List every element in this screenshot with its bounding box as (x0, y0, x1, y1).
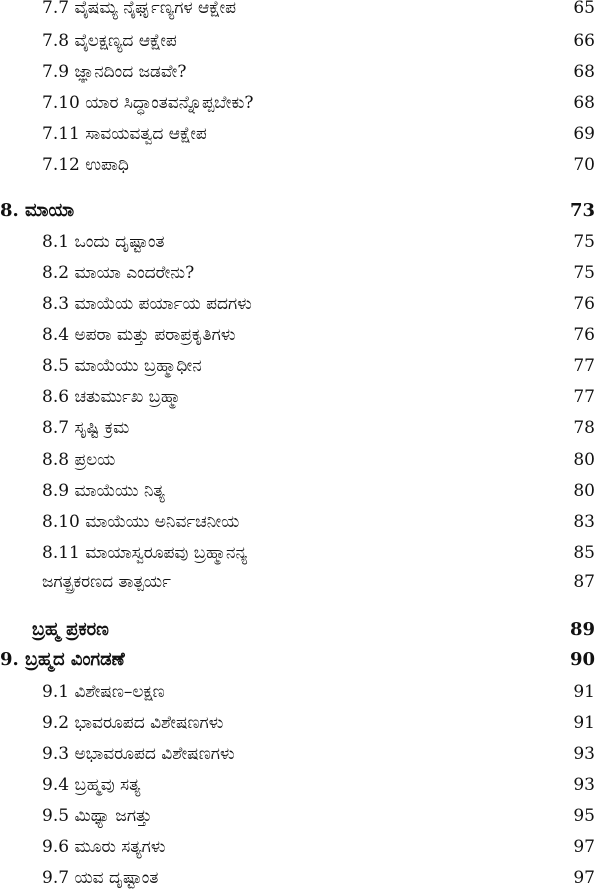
toc-page-number: 73 (569, 200, 595, 221)
toc-entry-row (0, 538, 600, 568)
toc-page-number: 76 (573, 325, 595, 345)
toc-entry-title: 8.1 ಒಂದು ದೃಷ್ಟಾಂತ (42, 232, 165, 252)
toc-entry-title: 8.4 ಅಪರಾ ಮತ್ತು ಪರಾಪ್ರಕೃತಿಗಳು (42, 325, 236, 345)
toc-entry-title: 8.6 ಚತುರ್ಮುಖ ಬ್ರಹ್ಮಾ (42, 387, 181, 407)
toc-entry-row (0, 445, 600, 475)
toc-page-number: 93 (573, 775, 595, 795)
toc-entry-row (0, 739, 600, 769)
toc-entry-row (0, 258, 600, 288)
toc-page-number: 87 (573, 572, 595, 592)
toc-page-number: 95 (573, 806, 595, 826)
toc-entry-row (0, 351, 600, 381)
toc-entry-row (0, 0, 600, 23)
toc-page-number: 65 (573, 0, 595, 18)
toc-entry-row (0, 567, 600, 597)
toc-entry-title: 7.11 ಸಾವಯವತ್ವದ ಆಕ್ಷೇಪ (42, 124, 207, 144)
toc-entry-title: 8.11 ಮಾಯಾಸ್ವರೂಪವು ಬ್ರಹ್ಮಾನನ್ಯ (42, 543, 248, 563)
toc-page-number: 69 (573, 124, 595, 144)
toc-entry-title: 8.9 ಮಾಯೆಯು ನಿತ್ಯ (42, 481, 165, 501)
toc-entry-row (0, 413, 600, 443)
toc-entry-row (0, 382, 600, 412)
toc-entry-title: 9.7 ಯವ ದೃಷ್ಟಾಂತ (42, 868, 159, 888)
toc-entry-row (0, 227, 600, 257)
toc-page-number: 75 (573, 232, 595, 252)
toc-page-number: 80 (573, 450, 595, 470)
toc-entry-title: 9.1 ವಿಶೇಷಣ–ಲಕ್ಷಣ (42, 682, 165, 702)
toc-entry-row (0, 801, 600, 831)
toc-entry-title: 8.5 ಮಾಯೆಯು ಬ್ರಹ್ಮಾಧೀನ (42, 356, 202, 376)
toc-entry-row (0, 677, 600, 707)
toc-entry-title: 8.8 ಪ್ರಲಯ (42, 450, 116, 470)
toc-entry-title: 7.7 ವೈಷಮ್ಯ ನೈರ್ಘೃಣ್ಯಗಳ ಆಕ್ಷೇಪ (42, 0, 237, 18)
toc-page-number: 68 (573, 62, 595, 82)
toc-entry-title: 9.4 ಬ್ರಹ್ಮವು ಸತ್ಯ (42, 775, 141, 795)
toc-entry-title: 8.7 ಸೃಷ್ಟಿ ಕ್ರಮ (42, 418, 130, 438)
toc-entry-title: 8.10 ಮಾಯೆಯು ಅನಿರ್ವಚನೀಯ (42, 512, 240, 532)
toc-entry-row (0, 289, 600, 319)
toc-chapter-row (0, 196, 600, 226)
toc-entry-row (0, 119, 600, 149)
toc-part-row (0, 615, 600, 645)
toc-entry-title: 9.6 ಮೂರು ಸತ್ಯಗಳು (42, 837, 166, 857)
toc-chapter-row (0, 645, 600, 675)
toc-page-number: 80 (573, 481, 595, 501)
toc-page-number: 77 (573, 387, 595, 407)
toc-entry-title: 9. ಬ್ರಹ್ಮದ ವಿಂಗಡಣೆ (0, 649, 125, 670)
toc-entry-title: 7.8 ವೈಲಕ್ಷಣ್ಯದ ಆಕ್ಷೇಪ (42, 31, 177, 51)
toc-page-number: 83 (573, 512, 595, 532)
toc-entry-title: ಬ್ರಹ್ಮ ಪ್ರಕರಣ (32, 619, 109, 640)
toc-entry-title: 7.10 ಯಾರ ಸಿದ್ಧಾಂತವನ್ನೊಪ್ಪಬೇಕು? (42, 93, 254, 113)
toc-entry-title: 7.12 ಉಪಾಧಿ (42, 155, 129, 175)
toc-entry-title: 8.2 ಮಾಯಾ ಎಂದರೇನು? (42, 263, 195, 283)
toc-page-number: 70 (573, 155, 595, 175)
toc-page-number: 89 (569, 619, 595, 640)
toc-entry-row (0, 320, 600, 350)
toc-entry-row (0, 26, 600, 56)
toc-entry-title: 8.3 ಮಾಯೆಯ ಪರ್ಯಾಯ ಪದಗಳು (42, 294, 252, 314)
toc-entry-row (0, 863, 600, 893)
toc-entry-title: 9.3 ಅಭಾವರೂಪದ ವಿಶೇಷಣಗಳು (42, 744, 235, 764)
toc-entry-row (0, 57, 600, 87)
toc-entry-row (0, 88, 600, 118)
toc-entry-title: ಜಗತ್ಪ್ರಕರಣದ ತಾತ್ಪರ್ಯ (42, 572, 171, 592)
toc-entry-row (0, 832, 600, 862)
toc-page-number: 85 (573, 543, 595, 563)
toc-page-number: 75 (573, 263, 595, 283)
toc-page-number: 68 (573, 93, 595, 113)
toc-entry-title: 7.9 ಜ್ಞಾನದಿಂದ ಜಡವೇ? (42, 62, 187, 82)
toc-page-number: 66 (573, 31, 595, 51)
toc-page-number: 90 (569, 649, 595, 670)
toc-page-number: 91 (573, 713, 595, 733)
toc-entry-row (0, 150, 600, 180)
toc-page-number: 78 (573, 418, 595, 438)
toc-page-number: 77 (573, 356, 595, 376)
toc-page-number: 97 (573, 837, 595, 857)
toc-entry-row (0, 476, 600, 506)
toc-page-number: 76 (573, 294, 595, 314)
toc-entry-title: 9.2 ಭಾವರೂಪದ ವಿಶೇಷಣಗಳು (42, 713, 224, 733)
toc-entry-row (0, 507, 600, 537)
toc-entry-row (0, 708, 600, 738)
toc-page-number: 91 (573, 682, 595, 702)
toc-page-number: 93 (573, 744, 595, 764)
toc-entry-row (0, 770, 600, 800)
toc-entry-title: 8. ಮಾಯಾ (0, 200, 75, 221)
toc-page-number: 97 (573, 868, 595, 888)
toc-entry-title: 9.5 ಮಿಥ್ಯಾ ಜಗತ್ತು (42, 806, 152, 826)
